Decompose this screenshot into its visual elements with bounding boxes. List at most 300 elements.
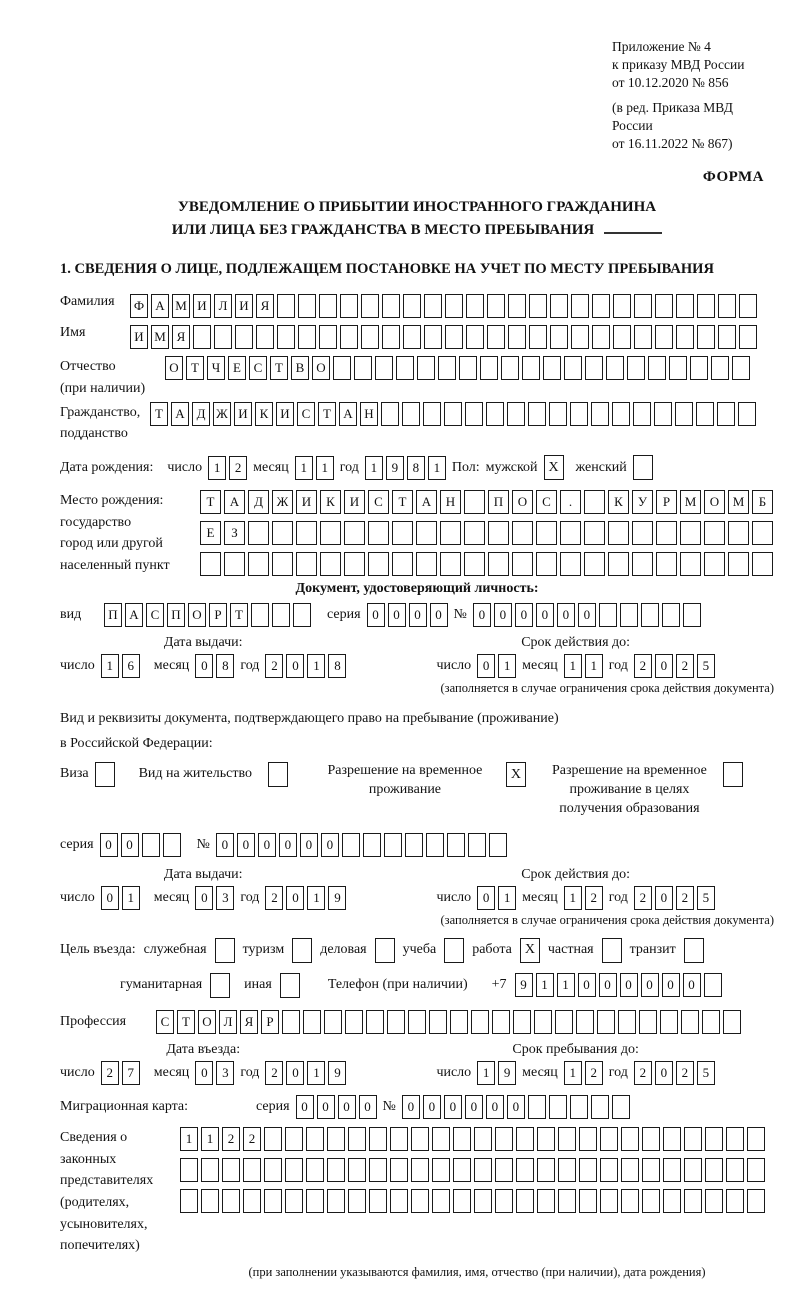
char-cell[interactable] — [654, 402, 672, 426]
purpose-private-checkbox[interactable] — [602, 938, 622, 963]
char-cell[interactable] — [200, 552, 221, 576]
char-cell[interactable] — [363, 833, 381, 857]
char-cell[interactable] — [560, 521, 581, 545]
char-cell[interactable]: 0 — [662, 973, 680, 997]
char-cell[interactable] — [655, 325, 673, 349]
char-cell[interactable]: 0 — [655, 654, 673, 678]
char-cell[interactable]: 1 — [564, 886, 582, 910]
char-cell[interactable]: 2 — [222, 1127, 240, 1151]
char-cell[interactable] — [663, 1189, 681, 1213]
char-cell[interactable]: 1 — [564, 654, 582, 678]
char-cell[interactable] — [633, 402, 651, 426]
char-cell[interactable]: Ж — [272, 490, 293, 514]
char-cell[interactable]: 2 — [229, 456, 247, 480]
char-cell[interactable] — [390, 1158, 408, 1182]
char-cell[interactable] — [369, 1127, 387, 1151]
char-cell[interactable] — [272, 552, 293, 576]
char-cell[interactable]: А — [151, 294, 169, 318]
char-cell[interactable] — [537, 1158, 555, 1182]
char-cell[interactable] — [243, 1189, 261, 1213]
char-cell[interactable] — [303, 1010, 321, 1034]
char-cell[interactable] — [366, 1010, 384, 1034]
char-cell[interactable] — [384, 833, 402, 857]
char-cell[interactable] — [723, 1010, 741, 1034]
char-cell[interactable] — [426, 833, 444, 857]
char-cell[interactable] — [728, 552, 749, 576]
char-cell[interactable]: 1 — [180, 1127, 198, 1151]
char-cell[interactable] — [558, 1189, 576, 1213]
char-cell[interactable]: О — [704, 490, 725, 514]
char-cell[interactable] — [599, 603, 617, 627]
char-cell[interactable]: 0 — [121, 833, 139, 857]
char-cell[interactable]: 7 — [122, 1061, 140, 1085]
char-cell[interactable] — [264, 1189, 282, 1213]
char-cell[interactable] — [306, 1127, 324, 1151]
char-cell[interactable] — [361, 325, 379, 349]
char-cell[interactable]: 0 — [507, 1095, 525, 1119]
char-cell[interactable] — [549, 402, 567, 426]
char-cell[interactable] — [634, 294, 652, 318]
char-cell[interactable] — [396, 356, 414, 380]
char-cell[interactable] — [570, 1095, 588, 1119]
char-cell[interactable]: 5 — [697, 654, 715, 678]
char-cell[interactable] — [747, 1127, 765, 1151]
char-cell[interactable] — [579, 1189, 597, 1213]
char-cell[interactable] — [390, 1127, 408, 1151]
char-cell[interactable]: А — [171, 402, 189, 426]
char-cell[interactable] — [662, 603, 680, 627]
char-cell[interactable]: 0 — [477, 886, 495, 910]
char-cell[interactable] — [444, 402, 462, 426]
char-cell[interactable] — [214, 325, 232, 349]
char-cell[interactable]: 2 — [585, 886, 603, 910]
char-cell[interactable]: Т — [230, 603, 248, 627]
char-cell[interactable] — [717, 402, 735, 426]
char-cell[interactable] — [285, 1127, 303, 1151]
char-cell[interactable] — [558, 1158, 576, 1182]
char-cell[interactable]: 2 — [676, 654, 694, 678]
char-cell[interactable] — [319, 294, 337, 318]
char-cell[interactable] — [584, 552, 605, 576]
char-cell[interactable] — [340, 294, 358, 318]
char-cell[interactable] — [432, 1189, 450, 1213]
char-cell[interactable]: 0 — [430, 603, 448, 627]
char-cell[interactable]: О — [512, 490, 533, 514]
char-cell[interactable]: Д — [192, 402, 210, 426]
char-cell[interactable]: Р — [209, 603, 227, 627]
char-cell[interactable] — [684, 1127, 702, 1151]
char-cell[interactable] — [348, 1127, 366, 1151]
char-cell[interactable]: 9 — [386, 456, 404, 480]
char-cell[interactable] — [705, 1189, 723, 1213]
char-cell[interactable] — [368, 521, 389, 545]
char-cell[interactable]: Н — [360, 402, 378, 426]
char-cell[interactable]: Р — [261, 1010, 279, 1034]
char-cell[interactable]: Е — [228, 356, 246, 380]
char-cell[interactable]: 0 — [402, 1095, 420, 1119]
char-cell[interactable] — [620, 603, 638, 627]
char-cell[interactable] — [445, 294, 463, 318]
char-cell[interactable]: 0 — [296, 1095, 314, 1119]
char-cell[interactable] — [465, 402, 483, 426]
char-cell[interactable] — [663, 1127, 681, 1151]
char-cell[interactable] — [251, 603, 269, 627]
char-cell[interactable]: 0 — [655, 886, 673, 910]
char-cell[interactable]: 0 — [100, 833, 118, 857]
char-cell[interactable]: 0 — [423, 1095, 441, 1119]
char-cell[interactable]: 2 — [265, 1061, 283, 1085]
char-cell[interactable]: Р — [656, 490, 677, 514]
char-cell[interactable]: 9 — [498, 1061, 516, 1085]
char-cell[interactable]: 1 — [122, 886, 140, 910]
char-cell[interactable] — [248, 521, 269, 545]
char-cell[interactable] — [612, 1095, 630, 1119]
char-cell[interactable]: 2 — [265, 886, 283, 910]
char-cell[interactable] — [235, 325, 253, 349]
char-cell[interactable] — [319, 325, 337, 349]
char-cell[interactable] — [368, 552, 389, 576]
char-cell[interactable] — [702, 1010, 720, 1034]
char-cell[interactable]: С — [156, 1010, 174, 1034]
char-cell[interactable] — [507, 402, 525, 426]
char-cell[interactable]: И — [193, 294, 211, 318]
char-cell[interactable] — [558, 1127, 576, 1151]
char-cell[interactable]: 0 — [409, 603, 427, 627]
char-cell[interactable]: Н — [440, 490, 461, 514]
char-cell[interactable]: Ф — [130, 294, 148, 318]
char-cell[interactable] — [201, 1158, 219, 1182]
char-cell[interactable] — [222, 1158, 240, 1182]
char-cell[interactable] — [571, 294, 589, 318]
char-cell[interactable]: О — [312, 356, 330, 380]
char-cell[interactable] — [201, 1189, 219, 1213]
char-cell[interactable] — [296, 521, 317, 545]
char-cell[interactable] — [612, 402, 630, 426]
char-cell[interactable] — [732, 356, 750, 380]
char-cell[interactable]: Т — [318, 402, 336, 426]
char-cell[interactable] — [696, 402, 714, 426]
char-cell[interactable] — [660, 1010, 678, 1034]
char-cell[interactable]: 0 — [286, 654, 304, 678]
char-cell[interactable] — [408, 1010, 426, 1034]
char-cell[interactable] — [656, 552, 677, 576]
char-cell[interactable] — [726, 1189, 744, 1213]
char-cell[interactable] — [676, 325, 694, 349]
char-cell[interactable] — [466, 325, 484, 349]
char-cell[interactable] — [739, 294, 757, 318]
char-cell[interactable]: П — [104, 603, 122, 627]
char-cell[interactable]: 0 — [486, 1095, 504, 1119]
char-cell[interactable]: Д — [248, 490, 269, 514]
visa-checkbox[interactable] — [95, 762, 115, 787]
char-cell[interactable] — [142, 833, 160, 857]
char-cell[interactable] — [555, 1010, 573, 1034]
char-cell[interactable] — [528, 402, 546, 426]
char-cell[interactable]: П — [488, 490, 509, 514]
char-cell[interactable]: А — [416, 490, 437, 514]
char-cell[interactable]: 0 — [279, 833, 297, 857]
char-cell[interactable]: 6 — [122, 654, 140, 678]
char-cell[interactable]: 2 — [101, 1061, 119, 1085]
char-cell[interactable]: И — [344, 490, 365, 514]
char-cell[interactable]: А — [125, 603, 143, 627]
char-cell[interactable] — [180, 1158, 198, 1182]
char-cell[interactable] — [264, 1127, 282, 1151]
char-cell[interactable]: 1 — [201, 1127, 219, 1151]
char-cell[interactable] — [282, 1010, 300, 1034]
purpose-official-checkbox[interactable] — [215, 938, 235, 963]
char-cell[interactable] — [264, 1158, 282, 1182]
char-cell[interactable] — [411, 1158, 429, 1182]
char-cell[interactable] — [327, 1158, 345, 1182]
char-cell[interactable]: Я — [256, 294, 274, 318]
char-cell[interactable] — [453, 1189, 471, 1213]
char-cell[interactable] — [277, 325, 295, 349]
char-cell[interactable]: 5 — [697, 1061, 715, 1085]
char-cell[interactable]: Т — [186, 356, 204, 380]
char-cell[interactable] — [592, 294, 610, 318]
char-cell[interactable]: Я — [240, 1010, 258, 1034]
char-cell[interactable]: 3 — [216, 1061, 234, 1085]
char-cell[interactable] — [464, 490, 485, 514]
char-cell[interactable]: 1 — [101, 654, 119, 678]
char-cell[interactable] — [424, 325, 442, 349]
char-cell[interactable] — [655, 294, 673, 318]
char-cell[interactable] — [512, 552, 533, 576]
char-cell[interactable]: А — [339, 402, 357, 426]
char-cell[interactable] — [627, 356, 645, 380]
char-cell[interactable] — [320, 521, 341, 545]
char-cell[interactable]: С — [368, 490, 389, 514]
char-cell[interactable] — [697, 325, 715, 349]
char-cell[interactable] — [675, 402, 693, 426]
residence-permit-checkbox[interactable] — [268, 762, 288, 787]
char-cell[interactable]: И — [130, 325, 148, 349]
char-cell[interactable] — [348, 1189, 366, 1213]
char-cell[interactable] — [591, 402, 609, 426]
char-cell[interactable] — [180, 1189, 198, 1213]
char-cell[interactable] — [508, 294, 526, 318]
char-cell[interactable]: 0 — [195, 886, 213, 910]
char-cell[interactable] — [579, 1158, 597, 1182]
char-cell[interactable] — [248, 552, 269, 576]
char-cell[interactable] — [711, 356, 729, 380]
char-cell[interactable]: О — [198, 1010, 216, 1034]
char-cell[interactable] — [516, 1127, 534, 1151]
char-cell[interactable] — [392, 521, 413, 545]
char-cell[interactable] — [684, 1189, 702, 1213]
char-cell[interactable] — [704, 521, 725, 545]
char-cell[interactable]: 0 — [286, 1061, 304, 1085]
char-cell[interactable]: 0 — [321, 833, 339, 857]
char-cell[interactable] — [576, 1010, 594, 1034]
char-cell[interactable]: 0 — [473, 603, 491, 627]
char-cell[interactable] — [726, 1127, 744, 1151]
char-cell[interactable]: Б — [752, 490, 773, 514]
char-cell[interactable] — [584, 490, 605, 514]
char-cell[interactable] — [704, 973, 722, 997]
char-cell[interactable]: А — [224, 490, 245, 514]
char-cell[interactable]: 0 — [317, 1095, 335, 1119]
char-cell[interactable] — [495, 1158, 513, 1182]
char-cell[interactable] — [560, 552, 581, 576]
char-cell[interactable]: 1 — [477, 1061, 495, 1085]
char-cell[interactable]: . — [560, 490, 581, 514]
char-cell[interactable]: Т — [150, 402, 168, 426]
char-cell[interactable] — [543, 356, 561, 380]
female-checkbox[interactable] — [633, 455, 653, 480]
char-cell[interactable]: 0 — [536, 603, 554, 627]
char-cell[interactable] — [306, 1158, 324, 1182]
char-cell[interactable] — [432, 1127, 450, 1151]
char-cell[interactable] — [536, 552, 557, 576]
char-cell[interactable]: Ж — [213, 402, 231, 426]
char-cell[interactable]: М — [151, 325, 169, 349]
char-cell[interactable]: 1 — [585, 654, 603, 678]
char-cell[interactable]: У — [632, 490, 653, 514]
char-cell[interactable] — [529, 294, 547, 318]
char-cell[interactable] — [464, 521, 485, 545]
char-cell[interactable] — [285, 1189, 303, 1213]
char-cell[interactable] — [621, 1189, 639, 1213]
char-cell[interactable]: И — [235, 294, 253, 318]
char-cell[interactable]: 2 — [634, 654, 652, 678]
char-cell[interactable] — [445, 325, 463, 349]
char-cell[interactable] — [579, 1127, 597, 1151]
char-cell[interactable] — [324, 1010, 342, 1034]
char-cell[interactable] — [718, 325, 736, 349]
char-cell[interactable] — [382, 325, 400, 349]
char-cell[interactable]: 1 — [208, 456, 226, 480]
char-cell[interactable] — [642, 1127, 660, 1151]
char-cell[interactable] — [680, 521, 701, 545]
char-cell[interactable] — [683, 603, 701, 627]
char-cell[interactable]: 0 — [286, 886, 304, 910]
char-cell[interactable] — [306, 1189, 324, 1213]
char-cell[interactable]: 1 — [564, 1061, 582, 1085]
char-cell[interactable] — [690, 356, 708, 380]
char-cell[interactable] — [163, 833, 181, 857]
char-cell[interactable]: 2 — [634, 1061, 652, 1085]
char-cell[interactable]: Ч — [207, 356, 225, 380]
char-cell[interactable] — [549, 1095, 567, 1119]
char-cell[interactable] — [550, 294, 568, 318]
char-cell[interactable]: С — [536, 490, 557, 514]
char-cell[interactable] — [440, 552, 461, 576]
char-cell[interactable]: П — [167, 603, 185, 627]
char-cell[interactable] — [600, 1189, 618, 1213]
char-cell[interactable] — [417, 356, 435, 380]
char-cell[interactable] — [345, 1010, 363, 1034]
char-cell[interactable] — [495, 1189, 513, 1213]
purpose-study-checkbox[interactable] — [444, 938, 464, 963]
char-cell[interactable] — [354, 356, 372, 380]
char-cell[interactable] — [369, 1158, 387, 1182]
char-cell[interactable] — [327, 1189, 345, 1213]
char-cell[interactable] — [564, 356, 582, 380]
char-cell[interactable]: 1 — [307, 886, 325, 910]
char-cell[interactable] — [680, 552, 701, 576]
char-cell[interactable] — [466, 294, 484, 318]
char-cell[interactable] — [411, 1189, 429, 1213]
char-cell[interactable]: Л — [214, 294, 232, 318]
char-cell[interactable] — [424, 294, 442, 318]
char-cell[interactable] — [726, 1158, 744, 1182]
char-cell[interactable] — [471, 1010, 489, 1034]
char-cell[interactable] — [591, 1095, 609, 1119]
char-cell[interactable] — [327, 1127, 345, 1151]
char-cell[interactable] — [390, 1189, 408, 1213]
char-cell[interactable] — [618, 1010, 636, 1034]
char-cell[interactable] — [298, 325, 316, 349]
char-cell[interactable]: 0 — [599, 973, 617, 997]
char-cell[interactable] — [193, 325, 211, 349]
char-cell[interactable] — [450, 1010, 468, 1034]
char-cell[interactable] — [405, 833, 423, 857]
char-cell[interactable] — [513, 1010, 531, 1034]
char-cell[interactable]: О — [165, 356, 183, 380]
char-cell[interactable]: 2 — [676, 886, 694, 910]
char-cell[interactable]: И — [276, 402, 294, 426]
char-cell[interactable] — [613, 294, 631, 318]
char-cell[interactable] — [447, 833, 465, 857]
char-cell[interactable]: 0 — [641, 973, 659, 997]
char-cell[interactable] — [528, 1095, 546, 1119]
char-cell[interactable]: Е — [200, 521, 221, 545]
char-cell[interactable]: 5 — [697, 886, 715, 910]
char-cell[interactable] — [440, 521, 461, 545]
char-cell[interactable]: 0 — [655, 1061, 673, 1085]
char-cell[interactable]: 0 — [359, 1095, 377, 1119]
char-cell[interactable] — [642, 1158, 660, 1182]
char-cell[interactable]: 0 — [367, 603, 385, 627]
char-cell[interactable]: 0 — [465, 1095, 483, 1119]
char-cell[interactable]: 8 — [328, 654, 346, 678]
char-cell[interactable] — [639, 1010, 657, 1034]
char-cell[interactable] — [438, 356, 456, 380]
char-cell[interactable] — [344, 552, 365, 576]
char-cell[interactable]: 1 — [557, 973, 575, 997]
char-cell[interactable] — [382, 294, 400, 318]
char-cell[interactable]: 9 — [515, 973, 533, 997]
char-cell[interactable] — [340, 325, 358, 349]
char-cell[interactable] — [423, 402, 441, 426]
char-cell[interactable] — [501, 356, 519, 380]
char-cell[interactable]: 1 — [428, 456, 446, 480]
char-cell[interactable] — [492, 1010, 510, 1034]
char-cell[interactable] — [642, 1189, 660, 1213]
char-cell[interactable] — [600, 1127, 618, 1151]
char-cell[interactable] — [298, 294, 316, 318]
char-cell[interactable]: С — [297, 402, 315, 426]
char-cell[interactable]: 0 — [578, 973, 596, 997]
char-cell[interactable] — [752, 552, 773, 576]
char-cell[interactable] — [369, 1189, 387, 1213]
char-cell[interactable]: 0 — [578, 603, 596, 627]
char-cell[interactable]: С — [146, 603, 164, 627]
char-cell[interactable]: 9 — [328, 1061, 346, 1085]
char-cell[interactable] — [277, 294, 295, 318]
char-cell[interactable] — [489, 833, 507, 857]
char-cell[interactable]: М — [680, 490, 701, 514]
char-cell[interactable] — [256, 325, 274, 349]
char-cell[interactable] — [656, 521, 677, 545]
char-cell[interactable] — [361, 294, 379, 318]
char-cell[interactable]: М — [172, 294, 190, 318]
temp-residence-checkbox[interactable]: X — [506, 762, 526, 787]
char-cell[interactable] — [522, 356, 540, 380]
char-cell[interactable] — [608, 552, 629, 576]
